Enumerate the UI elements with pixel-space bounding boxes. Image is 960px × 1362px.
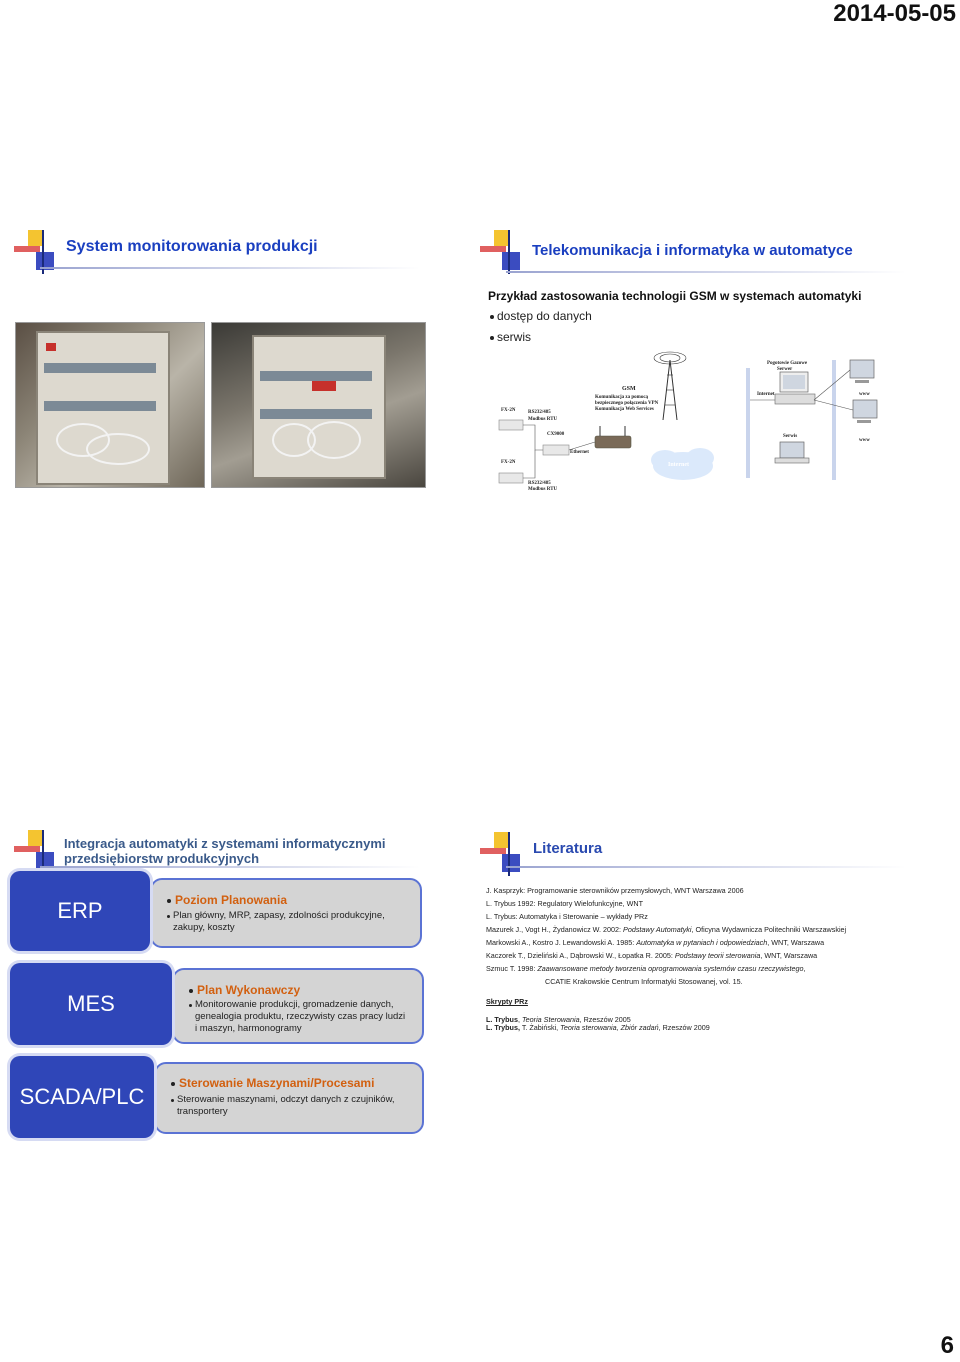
diagram-label: FX-2N xyxy=(501,408,516,413)
diagram-label: RS232/485 xyxy=(528,481,551,486)
diagram-label: Internet xyxy=(668,462,689,468)
bullet-icon xyxy=(189,1004,192,1007)
diagram-label: Ethernet xyxy=(570,450,589,455)
bullet-service: serwis xyxy=(497,330,532,344)
bullet-icon xyxy=(490,336,494,340)
bullet-icon xyxy=(171,1099,174,1102)
script-item: L. Trybus, Teoria Sterowania, Rzeszów 2005 xyxy=(486,1015,631,1024)
server-workstation-icon xyxy=(775,372,815,404)
plc-module-icon xyxy=(499,420,523,430)
level-text-line: zakupy, koszty xyxy=(173,922,235,933)
mes-tag: MES xyxy=(10,963,172,1045)
diagram-label: bezpiecznego połączenia VPN xyxy=(595,401,659,406)
reference-item: L. Trybus: Automatyka i Sterowanie – wykłady PRz xyxy=(486,912,648,921)
reference-item: CCATIE Krakowskie Centrum Informatyki Stosowanej, vol. 15. xyxy=(545,977,743,986)
level-text-line: Sterowanie maszynami, odczyt danych z czujników, xyxy=(177,1094,395,1105)
slide3-title-line2: przedsiębiorstw produkcyjnych xyxy=(64,851,260,866)
bullet-icon xyxy=(189,989,193,993)
bullet-icon xyxy=(171,1082,175,1086)
level-text-line: transportery xyxy=(177,1106,228,1117)
reference-item: Kaczorek T., Dzieliński A., Dąbrowski W., Łopatka R. 2005: Podstawy teorii sterowania, WNT, Warszawa xyxy=(486,951,818,960)
script-item: L. Trybus, T. Żabiński, Teoria sterowania, Zbiór zadań, Rzeszów 2009 xyxy=(486,1023,710,1032)
erp-tag: ERP xyxy=(10,871,150,951)
diagram-label: Komunikacja Web Services xyxy=(595,407,654,412)
level-heading: Poziom Planowania xyxy=(175,893,288,907)
diagram-label: www xyxy=(859,392,870,397)
diagram-label: CX9000 xyxy=(547,432,565,437)
page-date: 2014-05-05 xyxy=(833,0,956,27)
diagram-label: Modbus RTU xyxy=(528,487,558,492)
scripts-heading: Skrypty PRz xyxy=(486,997,528,1006)
reference-item: J. Kasprzyk: Programowanie sterowników przemysłowych, WNT Warszawa 2006 xyxy=(486,886,744,895)
firewall-right-icon xyxy=(832,360,836,480)
bullet-icon xyxy=(490,315,494,319)
gsm-heading: Przykład zastosowania technologii GSM w systemach automatyki xyxy=(488,289,862,303)
reference-item: L. Trybus 1992: Regulatory Wielofunkcyjne, WNT xyxy=(486,899,643,908)
reference-item: Markowski A., Kostro J. Lewandowski A. 1985: Automatyka w pytaniach i odpowiedziach, WNT, Warszawa xyxy=(486,938,825,947)
diagram-label: Internet xyxy=(757,392,775,397)
scada-level-box xyxy=(154,1062,424,1134)
diagram-label: GSM xyxy=(622,386,636,392)
laptop-icon xyxy=(775,442,809,463)
slide-logo-icon xyxy=(480,832,526,876)
slide3-title-line1: Integracja automatyki z systemami informatycznymi xyxy=(64,836,386,851)
diagram-label: FX-2N xyxy=(501,460,516,465)
slide1-title: System monitorowania produkcji xyxy=(66,238,318,255)
diagram-label: Serwer xyxy=(777,367,793,372)
level-heading: Sterowanie Maszynami/Procesami xyxy=(179,1076,375,1090)
diagram-label: www xyxy=(859,438,870,443)
level-text-line: Monitorowanie produkcji, gromadzenie danych, xyxy=(195,999,394,1010)
diagram-label: Pogotowie Gazowe xyxy=(767,361,808,366)
gsm-tower-icon xyxy=(654,352,686,420)
bullet-data-access: dostęp do danych xyxy=(497,309,592,323)
diagram-label: Komunikacja za pomocą xyxy=(595,395,649,400)
mes-level-box xyxy=(172,968,424,1044)
gsm-network-diagram xyxy=(495,350,895,495)
diagram-label: RS232/485 xyxy=(528,410,551,415)
slide2-title: Telekomunikacja i informatyka w automatyce xyxy=(532,242,853,259)
title-underline xyxy=(506,866,906,868)
reference-item: Szmuc T. 1998: Zaawansowane metody tworzenia oprogramowania systemów czasu rzeczywistego, xyxy=(486,964,806,973)
erp-level-box xyxy=(150,878,422,948)
firewall-left-icon xyxy=(746,368,750,478)
slide-logo-icon xyxy=(480,230,526,274)
level-heading: Plan Wykonawczy xyxy=(197,983,301,997)
level-text-line: genealogia produktu, rzeczywisty czas pracy ludzi xyxy=(195,1011,406,1022)
bullet-icon xyxy=(167,899,171,903)
page-number: 6 xyxy=(940,1332,954,1359)
diagram-label: Serwis xyxy=(783,434,798,439)
title-underline xyxy=(506,271,906,273)
level-text-line: i maszyn, harmonogramy xyxy=(195,1023,302,1034)
plc-module-icon xyxy=(499,473,523,483)
scada-plc-tag: SCADA/PLC xyxy=(10,1056,154,1138)
control-cabinet-photo-2 xyxy=(211,322,426,488)
control-cabinet-photo-1 xyxy=(15,322,205,488)
diagram-graphics xyxy=(495,350,895,495)
level-text-line: Plan główny, MRP, zapasy, zdolności produkcyjne, xyxy=(173,910,385,921)
reference-item: Mazurek J., Vogt H., Żydanowicz W. 2002: Podstawy Automatyki, Oficyna Wydawnicza Politechniki Warszawskiej xyxy=(486,925,847,934)
controller-module-icon xyxy=(543,445,569,455)
bullet-icon xyxy=(167,915,170,918)
gsm-router-icon xyxy=(595,436,631,448)
title-underline xyxy=(40,267,420,269)
diagram-label: Modbus RTU xyxy=(528,417,558,422)
slide4-title: Literatura xyxy=(533,840,603,857)
